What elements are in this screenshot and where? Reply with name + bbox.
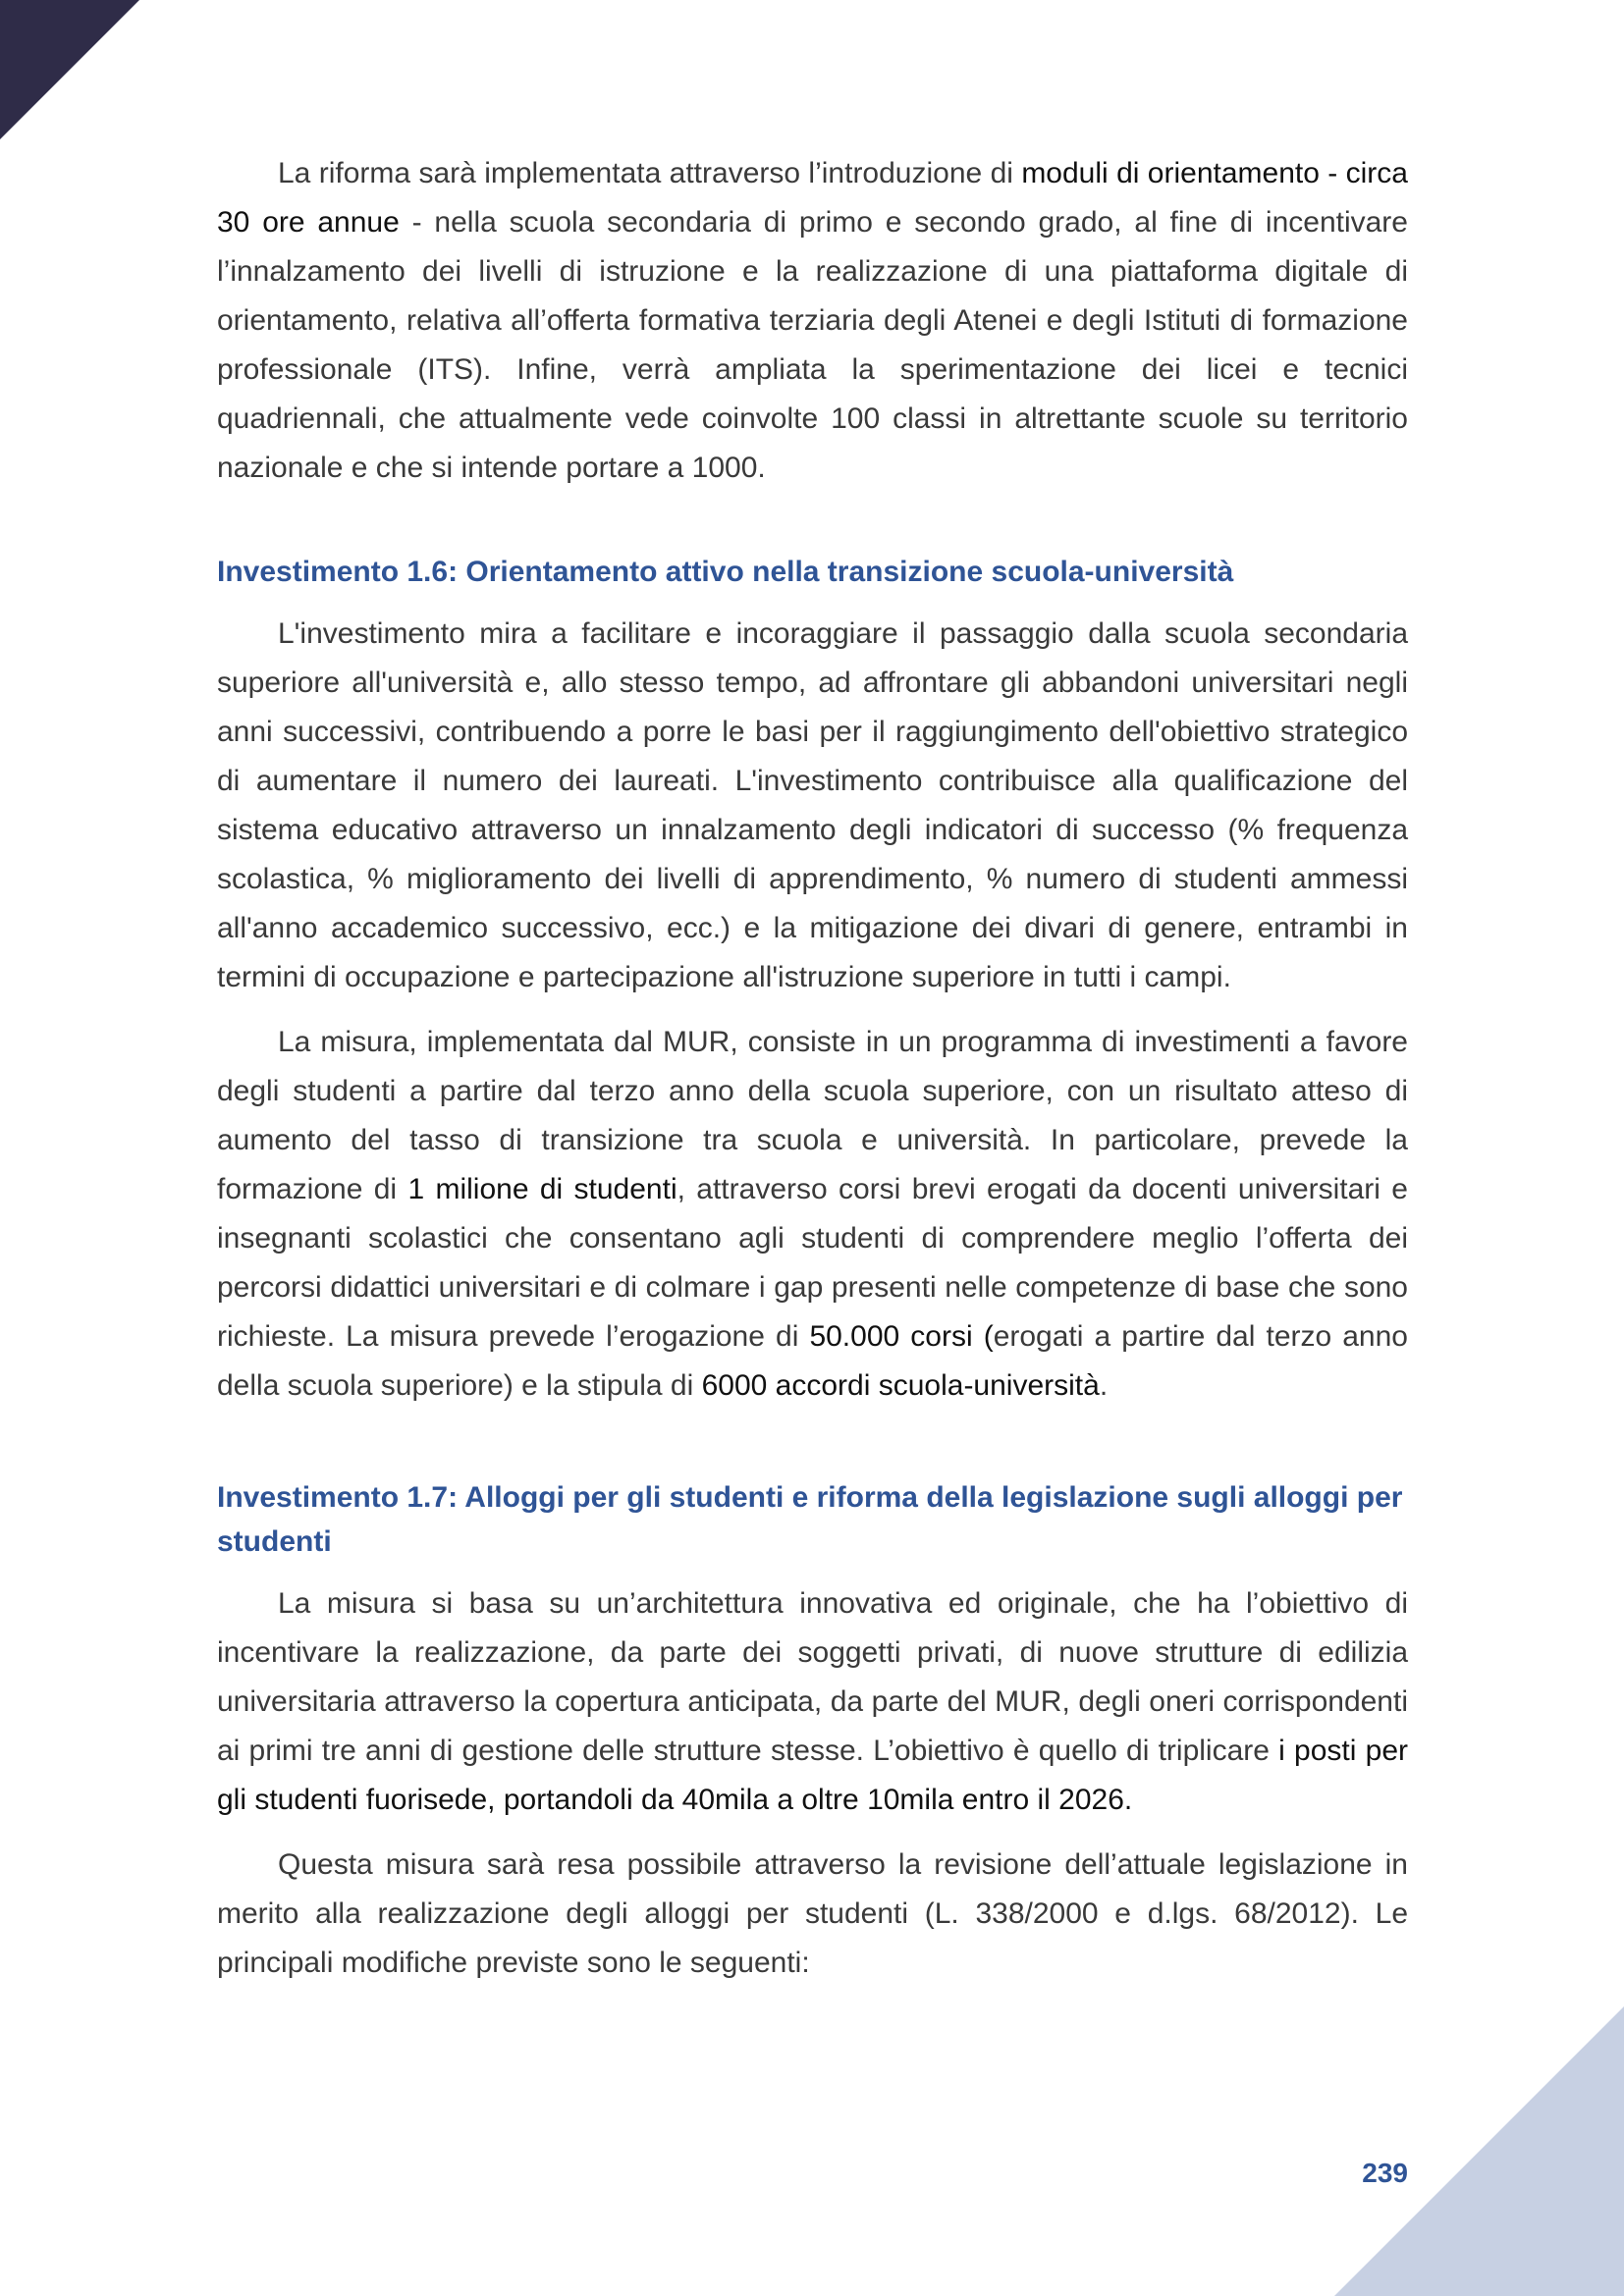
corner-decoration-top-left [0,0,139,139]
text-run: La riforma sarà implementata attraverso l’introduzione di [278,157,1022,189]
page-number: 239 [1362,2158,1408,2188]
emphasis-text: 1 milione di studenti [407,1173,677,1205]
intro-paragraph [217,149,1408,493]
section-1-7-paragraph-2: Questa misura sarà resa possibile attraverso la revisione dell’attuale legislazione in merito alla realizzazione degli alloggi per studenti (L. 338/2000 e d.lgs. 68/2012). Le principali modifiche previste sono le seguenti: [217,1848,1408,1979]
corner-decoration-bottom-right [1334,2006,1624,2296]
text-run: erogati a partire dal terzo anno della scuola superiore) e la stipula di [217,1320,1408,1402]
emphasis-text: i posti per gli studenti fuorisede, portandoli da 40mila a oltre 10mila entro il 2026. [217,1735,1408,1816]
section-heading-1-6: Investimento 1.6: Orientamento attivo nella transizione scuola-università [217,556,1234,588]
section-1-6-paragraph-2 [217,1018,1408,1411]
section-1-7-paragraph-1 [217,1579,1408,1825]
section-heading-1-7: Investimento 1.7: Alloggi per gli studenti e riforma della legislazione sugli alloggi per studenti [217,1481,1403,1558]
emphasis-text: 50.000 corsi ( [809,1320,994,1353]
section-1-6-paragraph-1: L'investimento mira a facilitare e incoraggiare il passaggio dalla scuola secondaria superiore all'università e, allo stesso tempo, ad affrontare gli abbandoni universitari negli anni successivi, contribuendo a porre le basi per il raggiungimento dell'obiettivo strategico di aumentare il numero dei laureati. L'investimento contribuisce alla qualificazione del sistema educativo attraverso un innalzamento degli indicatori di successo (% frequenza scolastica, % miglioramento dei livelli di apprendimento, % numero di studenti ammessi all'anno accademico successivo, ecc.) e la mitigazione dei divari di genere, entrambi in termini di occupazione e partecipazione all'istruzione superiore in tutti i campi. [217,617,1408,993]
text-run: , attraverso corsi brevi erogati da docenti universitari e insegnanti scolastici che consentano agli studenti di comprendere meglio l’offerta dei percorsi didattici universitari e di colmare i gap presenti nelle competenze di base che sono richieste. La misura prevede l’erogazione di [217,1173,1408,1353]
emphasis-text: 6000 accordi scuola-università [701,1369,1100,1402]
emphasis-text: moduli di orientamento - circa 30 ore annue [217,157,1408,239]
text-run: . [1099,1369,1109,1402]
text-run: - nella scuola secondaria di primo e secondo grado, al fine di incentivare l’innalzamento dei livelli di istruzione e la realizzazione di una piattaforma digitale di orientamento, relativa all’offerta formativa terziaria degli Atenei e degli Istituti di formazione professionale (ITS). Infine, verrà ampliata la sperimentazione dei licei e tecnici quadriennali, che attualmente vede coinvolte 100 classi in altrettante scuole su territorio nazionale e che si intende portare a 1000. [217,206,1408,484]
text-run: La misura, implementata dal MUR, consiste in un programma di investimenti a favore degli studenti a partire dal terzo anno della scuola superiore, con un risultato atteso di aumento del tasso di transizione tra scuola e università. In particolare, prevede la formazione di [217,1026,1408,1205]
text-run: La misura si basa su un’architettura innovativa ed originale, che ha l’obiettivo di incentivare la realizzazione, da parte dei soggetti privati, di nuove strutture di edilizia universitaria attraverso la copertura anticipata, da parte del MUR, degli oneri corrispondenti ai primi tre anni di gestione delle strutture stesse. L’obiettivo è quello di triplicare [217,1587,1408,1767]
page-content [217,149,1408,1988]
